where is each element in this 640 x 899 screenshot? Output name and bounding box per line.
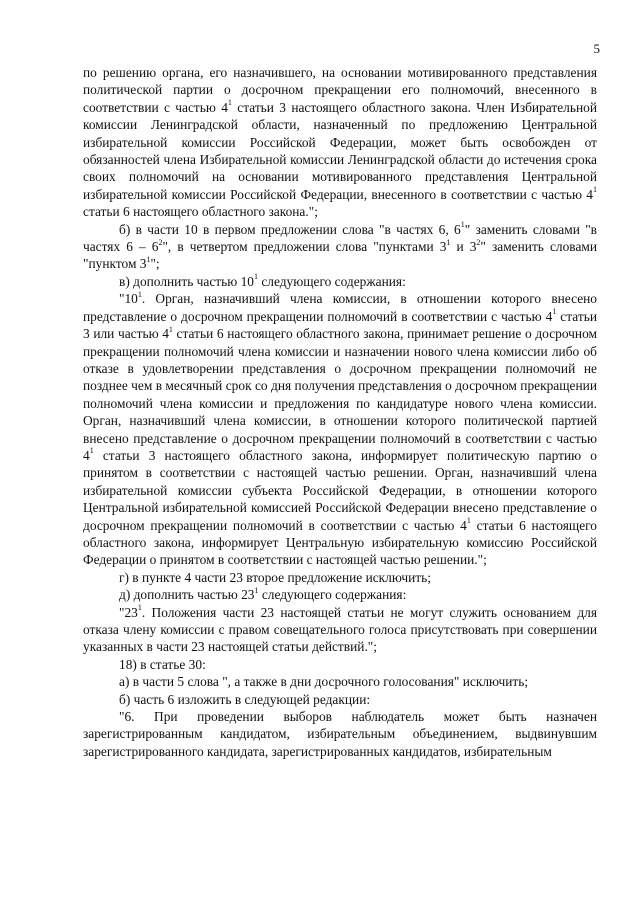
paragraph-text: статьи 3 или частью 4 xyxy=(83,308,597,342)
superscript-index: 2 xyxy=(158,237,163,247)
paragraph xyxy=(83,290,597,569)
paragraph xyxy=(83,273,597,290)
paragraph xyxy=(83,221,597,273)
paragraph-text: следующего содержания: xyxy=(258,587,407,603)
paragraph-text: статьи 6 настоящего областного закона, информирует Центральную избирательную комиссию Российской Федерации о принятом в соответствии с настоящей частью решении."; xyxy=(83,517,597,568)
paragraph-text: по решению органа, его назначившего, на основании мотивированного представления политической партии о досрочном прекращении его полномочий, внесенного в соответствии с частью 4 xyxy=(83,65,597,115)
superscript-index: 2 xyxy=(476,237,481,247)
paragraph-text: в) дополнить частью 10 xyxy=(119,273,254,289)
superscript-index: 1 xyxy=(254,585,259,595)
paragraph-text: б) в части 10 в первом предложении слова "в частях 6, 6 xyxy=(119,221,461,237)
superscript-index: 1 xyxy=(89,446,94,456)
document-body xyxy=(83,64,597,760)
paragraph-text: статьи 6 настоящего областного закона, принимает решение о досрочном прекращении полномочий члена комиссии и назначении нового члена комиссии либо об отказе в удовлетворении представления о досрочном прекращении полномочий не позднее чем в месячный срок со дня получения представления о досрочном прекращении полномочий члена комиссии и предложения по кандидатуре нового члена комиссии. Орган, назначивший члена комиссии, в отношении которого политической партией внесено представление о досрочном прекращении полномочий в соответствии с частью 4 xyxy=(83,326,597,463)
paragraph-text: г) в пункте 4 части 23 второе предложение исключить; xyxy=(119,569,431,585)
paragraph-text: б) часть 6 изложить в следующей редакции: xyxy=(119,691,371,707)
paragraph-text: статьи 3 настоящего областного закона. Член Избирательной комиссии Ленинградской области, назначенный по предложению Центральной избирательной комиссии Российской Федерации, может быть освобожден от обязанностей члена Избирательной комиссии Ленинградской области до истечения срока своих полномочий на основании мотивированного представления Центральной избирательной комиссии Российской Федерации, внесенного в соответствии с частью 4 xyxy=(83,99,597,202)
paragraph-text: " заменить словами "пунктом 3 xyxy=(83,239,598,272)
superscript-index: 1 xyxy=(137,289,142,299)
paragraph xyxy=(83,673,597,690)
page-number: 5 xyxy=(593,41,600,56)
paragraph-text: "23 xyxy=(119,604,138,620)
superscript-index: 1 xyxy=(466,516,471,526)
paragraph-text: . Орган, назначивший члена комиссии, в отношении которого внесено представление о досрочном прекращении полномочий в соответствии с частью 4 xyxy=(83,291,597,324)
superscript-index: 1 xyxy=(253,272,258,282)
paragraph xyxy=(83,691,597,708)
paragraph-text: . Положения части 23 настоящей статьи не могут служить основанием для отказа члену комиссии с правом совещательного голоса присутствовать при совершении указанных в части 23 настоящей статьи действий."; xyxy=(83,604,597,655)
superscript-index: 1 xyxy=(593,185,597,195)
superscript-index: 1 xyxy=(168,324,173,334)
paragraph-text: а) в части 5 слова ", а также в дни досрочного голосования" исключить; xyxy=(119,674,529,690)
paragraph-text: следующего содержания: xyxy=(257,273,406,289)
paragraph xyxy=(83,604,597,656)
paragraph-text: "6. При проведении выборов наблюдатель может быть назначен зарегистрированным кандидатом, избирательным объединением, выдвинувшим зарегистрированного кандидата, зарегистрированных кандидатов, избирательным xyxy=(83,709,597,759)
paragraph-text: и 3 xyxy=(450,239,477,255)
paragraph xyxy=(83,569,597,586)
paragraph-text: " заменить словами "в частях 6 – 6 xyxy=(83,221,597,255)
superscript-index: 1 xyxy=(146,255,151,264)
paragraph-text: статьи 3 настоящего областного закона, информирует политическую партию о принятом в соответствии с настоящей частью решении. Орган, назначивший члена избирательной комиссии субъекта Российской Федерации, в отношении которого Центральной избирательной комиссией Российской Федерации внесено представление о досрочном прекращении полномочий в соответствии с частью 4 xyxy=(83,447,597,533)
superscript-index: 1 xyxy=(446,237,451,247)
superscript-index: 1 xyxy=(552,307,557,317)
paragraph-text: "10 xyxy=(119,291,138,307)
paragraph-text: 18) в статье 30: xyxy=(119,656,206,672)
paragraph-text: "; xyxy=(150,256,160,272)
paragraph-text: статьи 6 настоящего областного закона."; xyxy=(83,204,318,220)
paragraph-text: ", в четвертом предложении слова "пунктами 3 xyxy=(162,239,447,255)
paragraph xyxy=(83,586,597,603)
superscript-index: 1 xyxy=(227,98,232,108)
paragraph xyxy=(83,656,597,673)
paragraph-text: д) дополнить частью 23 xyxy=(119,587,255,603)
superscript-index: 1 xyxy=(460,220,465,230)
paragraph xyxy=(83,708,597,760)
superscript-index: 1 xyxy=(137,603,142,613)
paragraph xyxy=(83,64,597,221)
